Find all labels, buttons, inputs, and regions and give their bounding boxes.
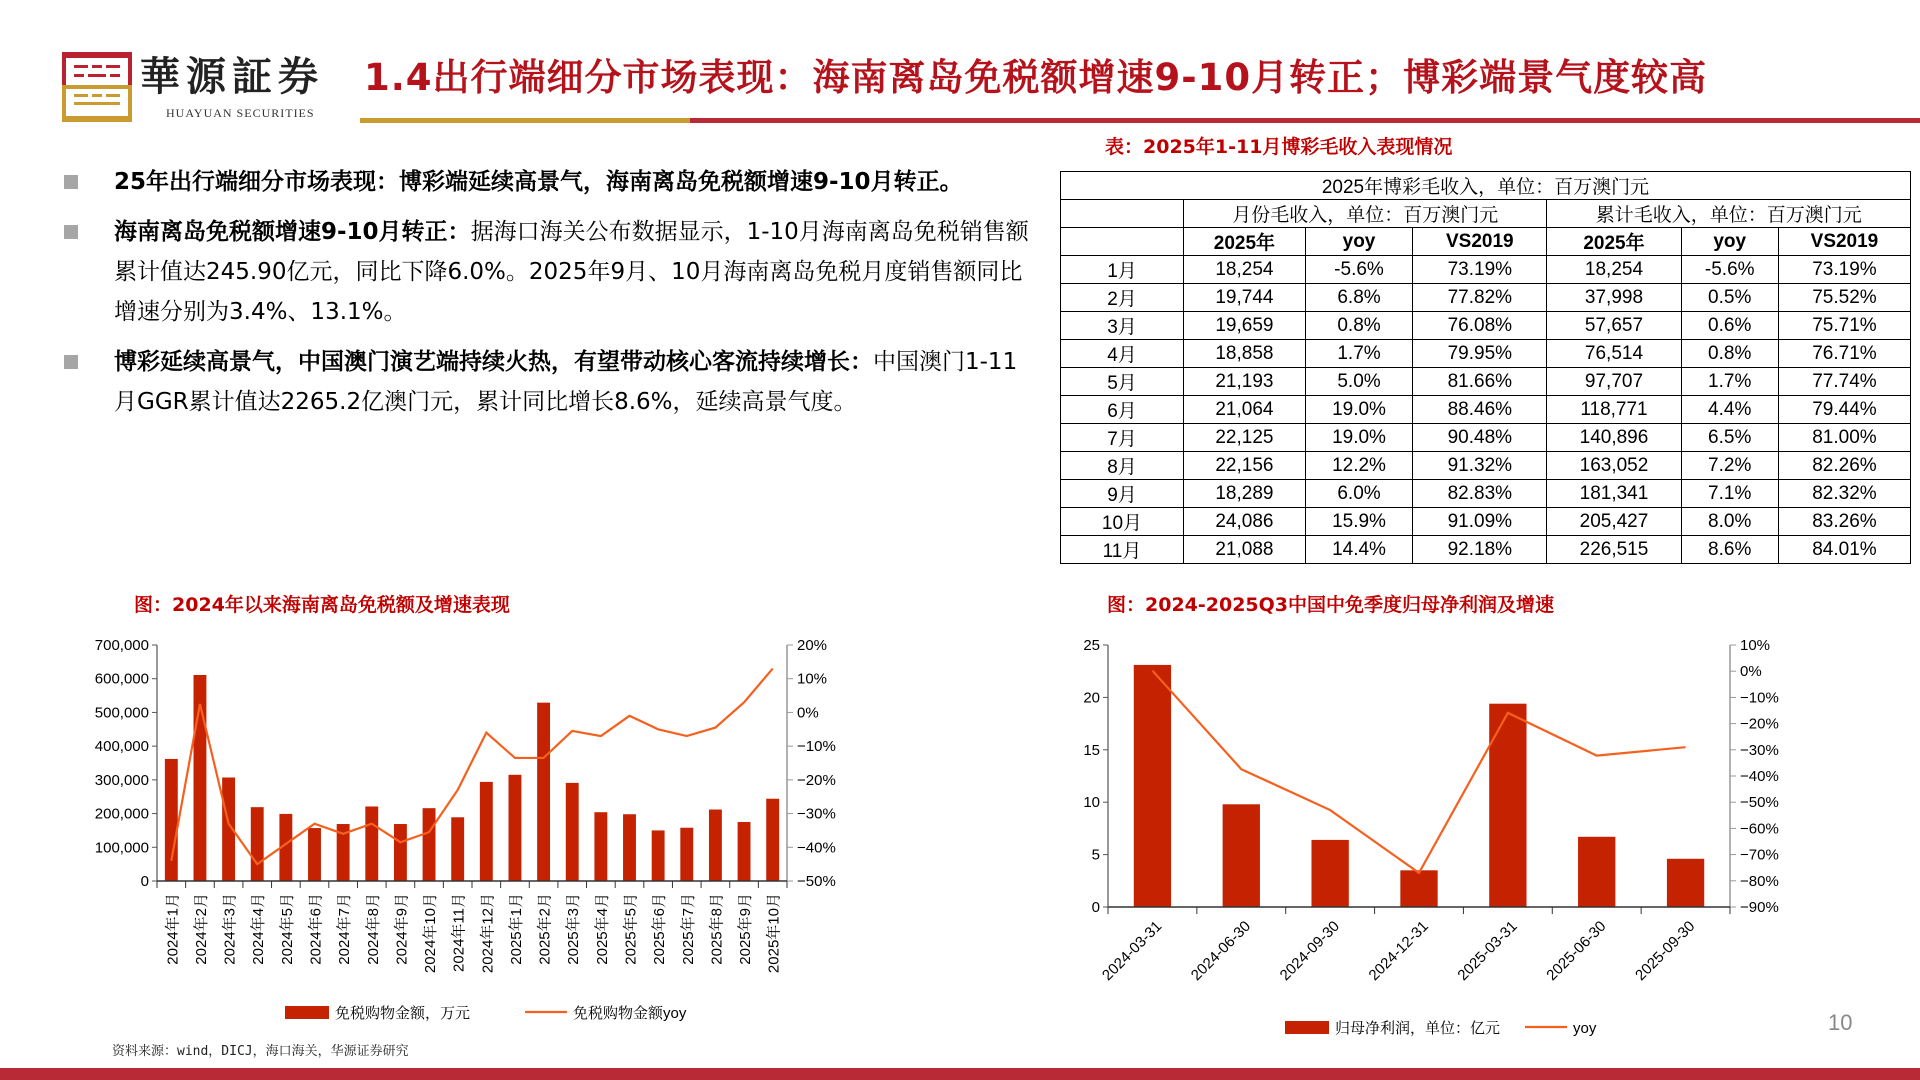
bar — [738, 822, 751, 881]
y-axis-tick-label: 700,000 — [94, 637, 149, 654]
col-header — [1061, 228, 1184, 256]
x-axis-label: 2024年8月 — [364, 893, 382, 965]
bullet-heading: 海南离岛免税额增速9-10月转正： — [114, 219, 471, 245]
y2-axis-tick-label: 10% — [797, 670, 828, 688]
table-cell: 82.32% — [1778, 480, 1910, 508]
table-cell: 6.5% — [1681, 424, 1778, 452]
bullet-item — [62, 212, 1032, 332]
y2-axis-tick-label: −30% — [797, 805, 836, 823]
y2-axis-tick-label: 10% — [1740, 637, 1771, 654]
hainan-duty-free-chart — [0, 620, 900, 1030]
x-axis-label: 2024年3月 — [221, 893, 239, 965]
table-cell: 92.18% — [1413, 536, 1547, 564]
table-cell: 90.48% — [1413, 424, 1547, 452]
bar — [423, 808, 436, 881]
bullet-item — [62, 342, 1032, 422]
bullet-text: 中国澳门1-11月GGR累计值达2265.2亿澳门元，累计同比增长8.6%，延续高景气度。 — [114, 349, 1018, 415]
table-cell: 88.46% — [1413, 396, 1547, 424]
table-cell: 181,341 — [1547, 480, 1681, 508]
table-cell: -5.6% — [1681, 256, 1778, 284]
bar — [709, 810, 722, 881]
table-cell: 226,515 — [1547, 536, 1681, 564]
bar — [537, 703, 550, 881]
bullet-heading: 25年出行端细分市场表现：博彩端延续高景气，海南离岛免税额增速9-10月转正。 — [114, 169, 963, 195]
x-axis-label: 2024-06-30 — [1187, 917, 1255, 985]
bar — [1311, 840, 1348, 907]
table-row — [1061, 284, 1911, 312]
x-axis-label: 2025年6月 — [651, 893, 669, 965]
y2-axis-tick-label: −90% — [1740, 899, 1779, 916]
col-header: yoy — [1681, 228, 1778, 256]
table-cell: 19.0% — [1305, 396, 1412, 424]
y2-axis-tick-label: −40% — [797, 839, 836, 857]
table-cell: 0.6% — [1681, 312, 1778, 340]
legend-label: 免税购物金额yoy — [573, 1005, 687, 1022]
table-cell: 97,707 — [1547, 368, 1681, 396]
bar — [308, 828, 321, 881]
row-label: 5月 — [1061, 368, 1184, 396]
chart-title-hainan: 图：2024年以来海南离岛免税额及增速表现 — [134, 594, 510, 616]
y-axis-tick-label: 5 — [1091, 846, 1100, 864]
bullet-square-icon — [64, 175, 78, 189]
x-axis-label: 2025年7月 — [679, 893, 697, 965]
col-header: VS2019 — [1778, 228, 1910, 256]
bar — [623, 814, 636, 881]
source-note: 资料来源：wind，DICJ，海口海关，华源证券研究 — [112, 1044, 409, 1059]
table-cell: 21,064 — [1184, 396, 1306, 424]
table-cell: 12.2% — [1305, 452, 1412, 480]
x-axis-label: 2024年7月 — [336, 893, 354, 965]
bar — [365, 806, 378, 881]
y2-axis-tick-label: −10% — [1740, 689, 1779, 707]
x-axis-label: 2024年10月 — [422, 893, 440, 974]
bar — [251, 807, 264, 881]
x-axis-label: 2024-03-31 — [1098, 917, 1166, 985]
table-cell: 24,086 — [1184, 508, 1306, 536]
y2-axis-tick-label: −50% — [797, 873, 836, 890]
cdfg-profit-chart — [1000, 620, 1800, 1050]
y2-axis-tick-label: −20% — [797, 771, 836, 789]
table-cell: 77.82% — [1413, 284, 1547, 312]
table-cell: 21,193 — [1184, 368, 1306, 396]
table-cell: 82.26% — [1778, 452, 1910, 480]
legend-label: 归母净利润，单位：亿元 — [1335, 1020, 1501, 1037]
chart-title-cdfg: 图：2024-2025Q3中国中免季度归母净利润及增速 — [1107, 594, 1555, 616]
bullet-square-icon — [64, 355, 78, 369]
table-row — [1061, 256, 1911, 284]
table-row — [1061, 508, 1911, 536]
y2-axis-tick-label: −20% — [1740, 715, 1779, 733]
bullet-text: 据海口海关公布数据显示，1-10月海南离岛免税销售额累计值达245.90亿元，同比下降6.0%。2025年9月、10月海南离岛免税月度销售额同比增速分别为3.4%、13.1%。 — [114, 219, 1029, 325]
table-cell: 22,156 — [1184, 452, 1306, 480]
y2-axis-tick-label: 0% — [797, 704, 819, 722]
table-cell: 4.4% — [1681, 396, 1778, 424]
y2-axis-tick-label: 0% — [1740, 663, 1762, 681]
footer-band — [0, 1068, 1920, 1080]
y2-axis-tick-label: −40% — [1740, 768, 1779, 785]
page-number: 10 — [1828, 1010, 1853, 1035]
y-axis-tick-label: 400,000 — [94, 738, 149, 756]
table-cell: 6.8% — [1305, 284, 1412, 312]
row-label: 11月 — [1061, 536, 1184, 564]
y-axis-tick-label: 600,000 — [94, 670, 149, 688]
y-axis-tick-label: 15 — [1083, 741, 1100, 759]
brand-name: 華源証券 — [140, 53, 324, 100]
table-row — [1061, 368, 1911, 396]
bar — [509, 775, 522, 881]
table-cell: 76.08% — [1413, 312, 1547, 340]
table-cell: 140,896 — [1547, 424, 1681, 452]
x-axis-label: 2025年5月 — [622, 893, 640, 965]
x-axis-label: 2024年4月 — [250, 893, 268, 965]
page-title: 1.4出行端细分市场表现：海南离岛免税额增速9-10月转正；博彩端景气度较高 — [364, 56, 1708, 99]
table-cell: 19,744 — [1184, 284, 1306, 312]
table-cell: 84.01% — [1778, 536, 1910, 564]
x-axis-label: 2025-03-31 — [1454, 917, 1521, 985]
row-label: 3月 — [1061, 312, 1184, 340]
x-axis-label: 2024-12-31 — [1365, 917, 1432, 985]
table-cell: 7.2% — [1681, 452, 1778, 480]
logo-icon — [62, 52, 132, 122]
table-cell: 14.4% — [1305, 536, 1412, 564]
table-header-blank — [1061, 200, 1184, 228]
legend-label: 免税购物金额，万元 — [335, 1005, 471, 1022]
row-label: 9月 — [1061, 480, 1184, 508]
y2-axis-tick-label: −50% — [1740, 794, 1779, 812]
legend-bar-swatch — [1285, 1021, 1329, 1034]
table-cell: 76.71% — [1778, 340, 1910, 368]
table-cell: 0.5% — [1681, 284, 1778, 312]
table-cell: 91.09% — [1413, 508, 1547, 536]
y-axis-tick-label: 300,000 — [94, 771, 149, 789]
table-cell: 19.0% — [1305, 424, 1412, 452]
table-cell: 77.74% — [1778, 368, 1910, 396]
table-cell: 75.71% — [1778, 312, 1910, 340]
bar — [766, 799, 779, 881]
table-cell: 91.32% — [1413, 452, 1547, 480]
x-axis-label: 2025年4月 — [593, 893, 611, 965]
table-cell: 163,052 — [1547, 452, 1681, 480]
row-label: 6月 — [1061, 396, 1184, 424]
row-label: 7月 — [1061, 424, 1184, 452]
table-cell: 6.0% — [1305, 480, 1412, 508]
bar — [451, 817, 464, 881]
x-axis-label: 2024年12月 — [479, 893, 497, 974]
x-axis-label: 2024年9月 — [393, 893, 411, 965]
y2-axis-tick-label: −80% — [1740, 872, 1779, 890]
col-header: yoy — [1305, 228, 1412, 256]
table-cell: 8.6% — [1681, 536, 1778, 564]
y-axis-tick-label: 0 — [1091, 899, 1100, 916]
table-cell: 81.00% — [1778, 424, 1910, 452]
x-axis-label: 2024年1月 — [164, 893, 182, 965]
bullet-heading: 博彩延续高景气，中国澳门演艺端持续火热，有望带动核心客流持续增长： — [114, 349, 873, 375]
table-cell: 76,514 — [1547, 340, 1681, 368]
table-cell: 205,427 — [1547, 508, 1681, 536]
table-cell: 118,771 — [1547, 396, 1681, 424]
bar — [594, 812, 607, 881]
x-axis-label: 2025年10月 — [765, 893, 783, 974]
table-cell: 5.0% — [1305, 368, 1412, 396]
y-axis-tick-label: 0 — [140, 873, 149, 890]
row-label: 1月 — [1061, 256, 1184, 284]
table-cell: 37,998 — [1547, 284, 1681, 312]
table-cell: 83.26% — [1778, 508, 1910, 536]
table-row — [1061, 424, 1911, 452]
y2-axis-tick-label: −10% — [797, 738, 836, 756]
row-label: 2月 — [1061, 284, 1184, 312]
bar — [480, 782, 493, 881]
y-axis-tick-label: 25 — [1083, 637, 1100, 654]
legend-bar-swatch — [285, 1006, 329, 1019]
table-cell: 21,088 — [1184, 536, 1306, 564]
bar — [1667, 859, 1704, 907]
ggr-table — [1060, 171, 1911, 564]
row-label: 4月 — [1061, 340, 1184, 368]
table-cell: 75.52% — [1778, 284, 1910, 312]
header-divider-gold — [360, 118, 690, 123]
x-axis-label: 2024-09-30 — [1276, 917, 1343, 985]
bar — [1578, 837, 1615, 907]
y-axis-tick-label: 10 — [1083, 794, 1100, 812]
table-cell: 73.19% — [1413, 256, 1547, 284]
table-cell: 73.19% — [1778, 256, 1910, 284]
table-header-cumulative: 累计毛收入，单位：百万澳门元 — [1547, 200, 1911, 228]
table-row — [1061, 312, 1911, 340]
table-cell: 0.8% — [1681, 340, 1778, 368]
x-axis-label: 2025年3月 — [565, 893, 583, 965]
bullet-item — [62, 162, 1032, 202]
table-row — [1061, 340, 1911, 368]
table-cell: 1.7% — [1305, 340, 1412, 368]
table-row — [1061, 452, 1911, 480]
x-axis-label: 2025年8月 — [708, 893, 726, 965]
y-axis-tick-label: 100,000 — [94, 839, 149, 857]
x-axis-label: 2025-06-30 — [1543, 917, 1610, 985]
x-axis-label: 2024年11月 — [450, 893, 468, 972]
table-cell: 18,858 — [1184, 340, 1306, 368]
bar — [1134, 665, 1171, 907]
table-cell: 19,659 — [1184, 312, 1306, 340]
table-cell: 15.9% — [1305, 508, 1412, 536]
bar — [566, 783, 579, 881]
table-cell: 18,254 — [1547, 256, 1681, 284]
table-header-main: 2025年博彩毛收入，单位：百万澳门元 — [1061, 172, 1911, 200]
col-header: 2025年 — [1547, 228, 1681, 256]
table-cell: 18,289 — [1184, 480, 1306, 508]
table-cell: 79.95% — [1413, 340, 1547, 368]
x-axis-label: 2024年6月 — [307, 893, 325, 965]
x-axis-label: 2025-09-30 — [1632, 917, 1699, 985]
bar — [652, 830, 665, 881]
table-cell: 79.44% — [1778, 396, 1910, 424]
table-row — [1061, 480, 1911, 508]
header-divider-red — [690, 118, 1920, 123]
y2-axis-tick-label: −70% — [1740, 846, 1779, 864]
x-axis-label: 2025年2月 — [536, 893, 554, 965]
bullet-square-icon — [64, 225, 78, 239]
bar — [1400, 870, 1437, 907]
table-row — [1061, 396, 1911, 424]
x-axis-label: 2025年1月 — [507, 893, 525, 965]
bar — [394, 824, 407, 881]
col-header: 2025年 — [1184, 228, 1306, 256]
y-axis-tick-label: 500,000 — [94, 704, 149, 722]
y2-axis-tick-label: −60% — [1740, 820, 1779, 838]
x-axis-label: 2024年5月 — [278, 893, 296, 965]
table-row — [1061, 536, 1911, 564]
bar — [165, 759, 178, 881]
table-cell: 22,125 — [1184, 424, 1306, 452]
row-label: 8月 — [1061, 452, 1184, 480]
table-cell: 8.0% — [1681, 508, 1778, 536]
table-cell: -5.6% — [1305, 256, 1412, 284]
table-cell: 1.7% — [1681, 368, 1778, 396]
table-cell: 81.66% — [1413, 368, 1547, 396]
legend-label: yoy — [1573, 1020, 1597, 1037]
y2-axis-tick-label: 20% — [797, 637, 828, 654]
bullet-list — [62, 162, 1032, 432]
brand-name-english: HUAYUAN SECURITIES — [166, 106, 315, 120]
y-axis-tick-label: 20 — [1083, 689, 1100, 707]
table-header-monthly: 月份毛收入，单位：百万澳门元 — [1184, 200, 1547, 228]
y2-axis-tick-label: −30% — [1740, 741, 1779, 759]
table-caption: 表：2025年1-11月博彩毛收入表现情况 — [1105, 136, 1453, 158]
bar — [1223, 804, 1260, 907]
x-axis-label: 2025年9月 — [737, 893, 755, 965]
table-cell: 0.8% — [1305, 312, 1412, 340]
table-cell: 82.83% — [1413, 480, 1547, 508]
table-cell: 18,254 — [1184, 256, 1306, 284]
table-cell: 57,657 — [1547, 312, 1681, 340]
row-label: 10月 — [1061, 508, 1184, 536]
bar — [680, 828, 693, 881]
col-header: VS2019 — [1413, 228, 1547, 256]
table-cell: 7.1% — [1681, 480, 1778, 508]
x-axis-label: 2024年2月 — [192, 893, 210, 965]
y-axis-tick-label: 200,000 — [94, 805, 149, 823]
